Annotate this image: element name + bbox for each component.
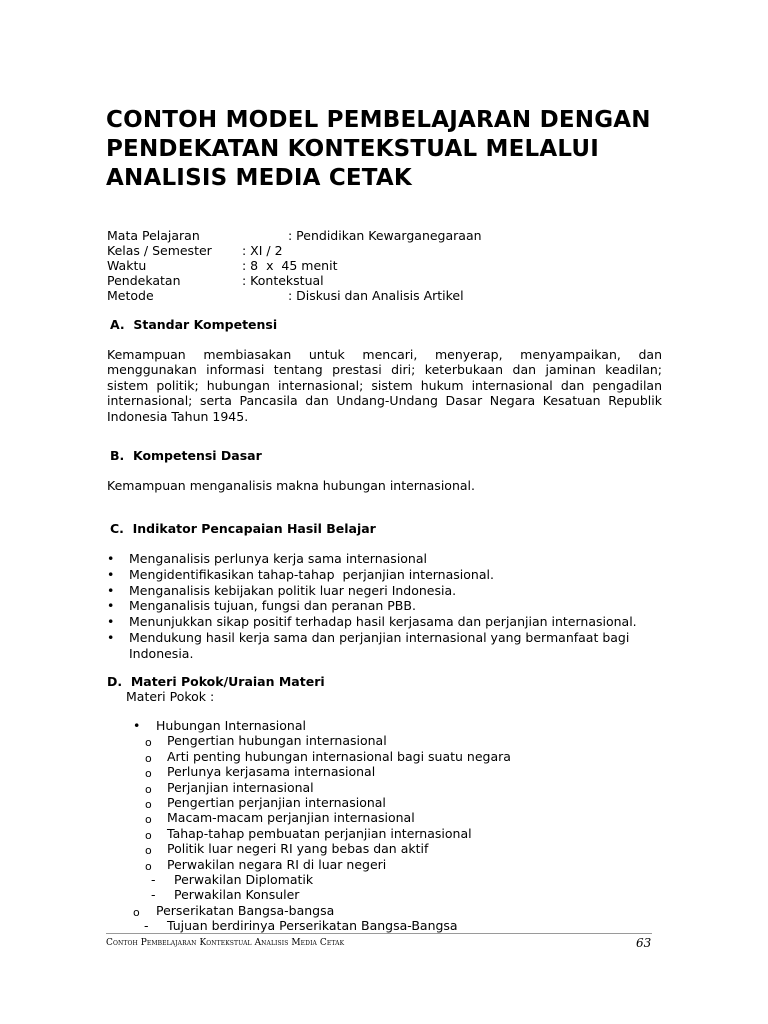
circle-bullet-icon: o [145, 767, 152, 780]
circle-bullet-icon: o [145, 829, 152, 842]
bullet-icon: • [107, 614, 115, 629]
page-number: 63 [636, 936, 652, 950]
subtopic-item: Pengertian perjanjian internasional [167, 795, 386, 810]
section-d-heading: D. Materi Pokok/Uraian Materi [107, 674, 325, 689]
bullet-icon: • [107, 630, 115, 645]
dash-item: Perwakilan Konsuler [174, 887, 300, 902]
bullet-icon: • [133, 718, 141, 733]
footer-text: Contoh Pembelajaran Kontekstual Analisis Media Cetak [106, 938, 345, 948]
circle-bullet-icon: o [145, 752, 152, 765]
meta-label-class: Kelas / Semester [107, 243, 212, 258]
circle-bullet-icon: o [145, 798, 152, 811]
meta-value-approach: : Kontekstual [242, 273, 324, 288]
section-b-heading: B. Kompetensi Dasar [110, 448, 262, 463]
indicator-item: Mengidentifikasikan tahap-tahap perjanjian internasional. [129, 567, 494, 582]
meta-value-class: : XI / 2 [242, 243, 283, 258]
section-a-heading: A. Standar Kompetensi [110, 317, 278, 332]
subtopic-item: Tahap-tahap pembuatan perjanjian internasional [167, 826, 472, 841]
subtopic-item: Perjanjian internasional [167, 780, 314, 795]
subtopic-item: Macam-macam perjanjian internasional [167, 810, 415, 825]
indicator-item: Menunjukkan sikap positif terhadap hasil kerjasama dan perjanjian internasional. [129, 614, 637, 629]
indicator-item-continuation: Indonesia. [129, 646, 194, 661]
subtopic-item: Perwakilan negara RI di luar negeri [167, 857, 387, 872]
indicator-item: Mendukung hasil kerja sama dan perjanjian internasional yang bermanfaat bagi [129, 630, 630, 645]
meta-label-subject: Mata Pelajaran [107, 228, 200, 243]
dash-item: Tujuan berdirinya Perserikatan Bangsa-Bangsa [167, 918, 458, 933]
topic-item: Perserikatan Bangsa-bangsa [156, 903, 335, 918]
bullet-icon: • [107, 598, 115, 613]
topic-item: Hubungan Internasional [156, 718, 306, 733]
subtopic-item: Pengertian hubungan internasional [167, 733, 387, 748]
circle-bullet-icon: o [145, 736, 152, 749]
bullet-icon: • [107, 551, 115, 566]
indicator-item: Menganalisis tujuan, fungsi dan peranan PBB. [129, 598, 416, 613]
subtopic-item: Politik luar negeri RI yang bebas dan aktif [167, 841, 429, 856]
circle-bullet-icon: o [145, 844, 152, 857]
subtopic-item: Arti penting hubungan internasional bagi suatu negara [167, 749, 511, 764]
meta-label-approach: Pendekatan [107, 273, 181, 288]
meta-value-time: : 8 x 45 menit [242, 258, 338, 273]
document-title: CONTOH MODEL PEMBELAJARAN DENGAN PENDEKATAN KONTEKSTUAL MELALUI ANALISIS MEDIA CETAK [106, 107, 651, 191]
meta-value-method: : Diskusi dan Analisis Artikel [288, 288, 464, 303]
meta-label-method: Metode [107, 288, 154, 303]
section-a-text: Kemampuan membiasakan untuk mencari, menyerap, menyampaikan, dan menggunakan informasi tentang prestasi diri; keterbukaan dan jaminan keadilan; sistem politik; hubungan internasional; sistem hukum internasional dan pengadilan internasional; serta Pancasila dan Undang-Undang Dasar Negara Kesatuan Republik Indonesia Tahun 1945. [107, 347, 662, 424]
subtopic-item: Perlunya kerjasama internasional [167, 764, 376, 779]
dash-item: Perwakilan Diplomatik [174, 872, 314, 887]
meta-value-subject: : Pendidikan Kewarganegaraan [288, 228, 482, 243]
circle-bullet-icon: o [145, 860, 152, 873]
meta-label-time: Waktu [107, 258, 147, 273]
footer-rule [106, 933, 652, 934]
bullet-icon: • [107, 583, 115, 598]
section-c-heading: C. Indikator Pencapaian Hasil Belajar [110, 521, 376, 536]
dash-bullet-icon: - [144, 918, 149, 933]
circle-bullet-icon: o [145, 813, 152, 826]
circle-bullet-icon: o [145, 783, 152, 796]
dash-bullet-icon: - [151, 872, 156, 887]
section-d-subheading: Materi Pokok : [126, 689, 215, 704]
bullet-icon: • [107, 567, 115, 582]
section-b-text: Kemampuan menganalisis makna hubungan internasional. [107, 478, 475, 493]
circle-bullet-icon: o [133, 906, 140, 919]
dash-bullet-icon: - [151, 887, 156, 902]
indicator-item: Menganalisis kebijakan politik luar negeri Indonesia. [129, 583, 457, 598]
indicator-item: Menganalisis perlunya kerja sama internasional [129, 551, 427, 566]
